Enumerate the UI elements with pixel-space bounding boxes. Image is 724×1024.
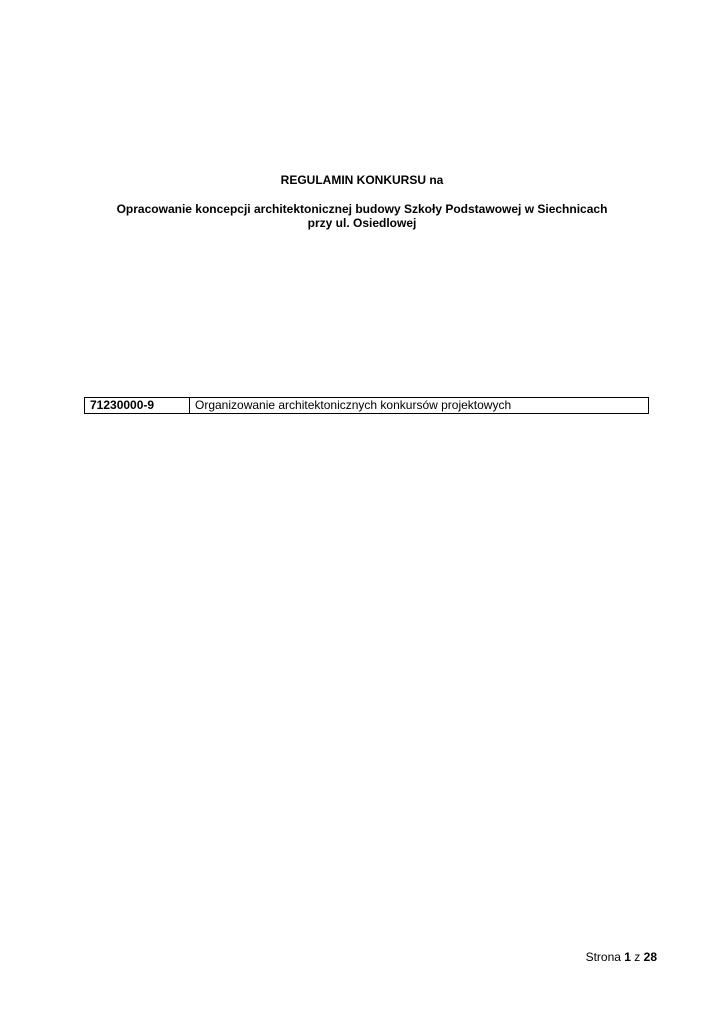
table-row <box>85 398 649 414</box>
footer-label: Strona <box>585 950 621 964</box>
footer-total-pages: 28 <box>643 950 657 964</box>
subtitle-line-2: przy ul. Osiedlowej <box>307 216 417 230</box>
cpv-table <box>84 397 649 414</box>
subtitle-line-1: Opracowanie koncepcji architektonicznej budowy Szkoły Podstawowej w Siechnicach <box>116 202 608 216</box>
cpv-description-cell: Organizowanie architektonicznych konkursów projektowych <box>190 398 649 414</box>
document-subtitle <box>60 202 664 230</box>
footer-page-number: 1 <box>624 950 631 964</box>
cpv-code-cell: 71230000-9 <box>85 398 190 414</box>
footer-separator: z <box>634 950 641 964</box>
document-title: REGULAMIN KONKURSU na <box>280 173 444 187</box>
page-footer <box>586 950 657 964</box>
